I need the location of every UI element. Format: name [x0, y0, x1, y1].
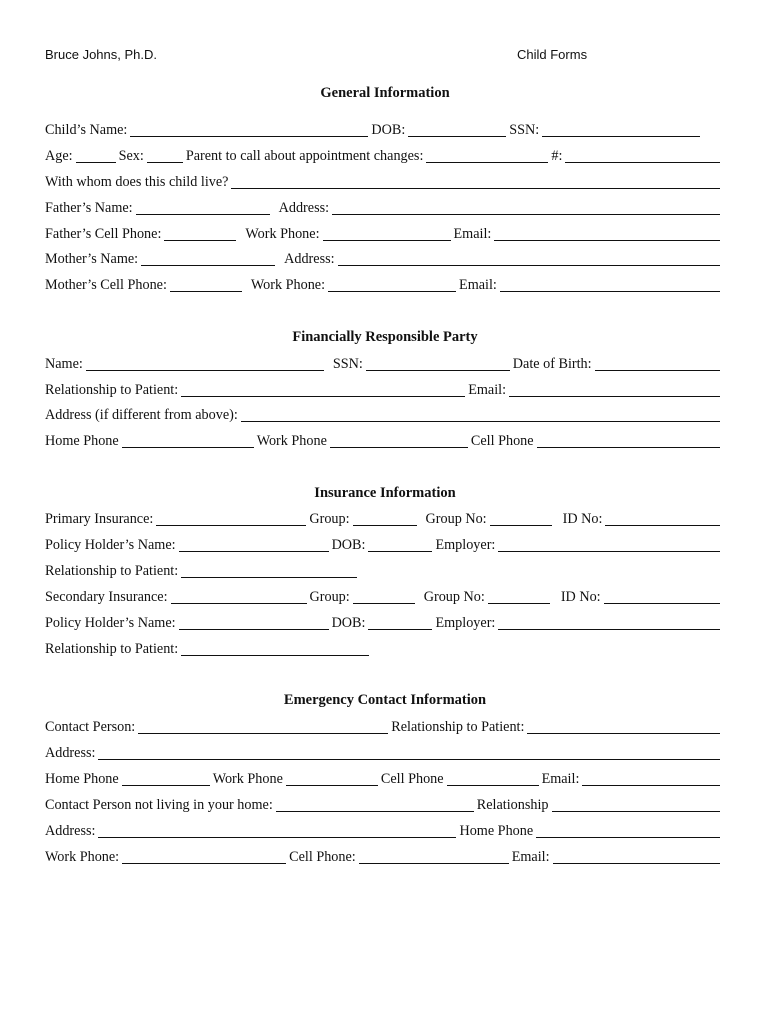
field-mother-name[interactable] — [141, 250, 275, 266]
label-primary-group: Group: — [309, 511, 350, 527]
label-emergency-address: Address: — [45, 745, 96, 761]
label-emergency-home-phone: Home Phone — [45, 771, 119, 787]
field-secondary-insurance[interactable] — [171, 588, 307, 604]
section-title-emergency: Emergency Contact Information — [283, 692, 487, 708]
label-address2: Address: — [45, 823, 96, 839]
label-secondary-group: Group: — [309, 589, 350, 605]
label-primary-dob: DOB: — [331, 537, 366, 553]
label-father-email: Email: — [453, 226, 492, 242]
field-emergency-home-phone[interactable] — [122, 770, 210, 786]
row-father-name — [45, 199, 723, 217]
field-secondary-relationship[interactable] — [181, 640, 369, 656]
field-ssn[interactable] — [542, 121, 700, 137]
row-mother-phones — [45, 276, 723, 294]
row-financial-relationship — [45, 381, 723, 399]
field-secondary-group[interactable] — [353, 588, 415, 604]
row-financial-address — [45, 406, 723, 424]
row-address2 — [45, 822, 723, 840]
field-secondary-dob[interactable] — [368, 614, 432, 630]
field-relationship-patient[interactable] — [527, 718, 720, 734]
field-fin-dob[interactable] — [595, 355, 720, 371]
field-primary-dob[interactable] — [368, 536, 432, 552]
label-emergency-work-phone: Work Phone — [212, 771, 283, 787]
field-fin-relationship[interactable] — [181, 381, 465, 397]
label-mother-work: Work Phone: — [250, 277, 326, 293]
label-sex: Sex: — [118, 148, 144, 164]
label-primary-holder: Policy Holder’s Name: — [45, 537, 176, 553]
row-primary-insurance — [45, 510, 723, 528]
row-secondary-insurance — [45, 588, 723, 606]
label-mother-cell: Mother’s Cell Phone: — [45, 277, 167, 293]
field-fin-home-phone[interactable] — [122, 432, 254, 448]
label-primary-id-no: ID No: — [562, 511, 603, 527]
label-child-name: Child’s Name: — [45, 122, 128, 138]
label-emergency-email: Email: — [541, 771, 580, 787]
label-mother-email: Email: — [459, 277, 497, 293]
field-emergency-email[interactable] — [582, 770, 720, 786]
row-child-name — [45, 121, 723, 139]
label-secondary-group-no: Group No: — [423, 589, 485, 605]
row-father-phones — [45, 225, 723, 243]
field-work-phone2[interactable] — [122, 848, 286, 864]
label-emergency-cell-phone: Cell Phone — [380, 771, 444, 787]
label-fin-cell-phone: Cell Phone — [470, 433, 534, 449]
field-father-cell[interactable] — [164, 225, 236, 241]
field-age[interactable] — [76, 147, 116, 163]
label-secondary-employer: Employer: — [435, 615, 496, 631]
label-fin-name: Name: — [45, 356, 83, 372]
field-fin-work-phone[interactable] — [330, 432, 468, 448]
label-secondary-insurance: Secondary Insurance: — [45, 589, 168, 605]
row-emergency-phones — [45, 770, 723, 788]
row-secondary-holder — [45, 614, 723, 632]
label-primary-relationship: Relationship to Patient: — [45, 563, 179, 579]
field-sex[interactable] — [147, 147, 183, 163]
field-fin-address[interactable] — [241, 406, 720, 422]
field-primary-relationship[interactable] — [181, 562, 357, 578]
label-primary-employer: Employer: — [435, 537, 496, 553]
label-secondary-relationship: Relationship to Patient: — [45, 641, 179, 657]
label-mother-name: Mother’s Name: — [45, 251, 139, 267]
field-secondary-group-no[interactable] — [488, 588, 550, 604]
field-home-phone2[interactable] — [536, 822, 720, 838]
row-contact-person — [45, 718, 723, 736]
label-age: Age: — [45, 148, 73, 164]
field-address2[interactable] — [98, 822, 456, 838]
row-emergency-address — [45, 744, 723, 762]
row-primary-holder — [45, 536, 723, 554]
field-emergency-work-phone[interactable] — [286, 770, 378, 786]
field-fin-ssn[interactable] — [366, 355, 510, 371]
label-fin-home-phone: Home Phone — [45, 433, 119, 449]
field-father-address[interactable] — [332, 199, 720, 215]
label-parent-call: Parent to call about appointment changes: — [185, 148, 424, 164]
label-home-phone2: Home Phone — [459, 823, 534, 839]
label-secondary-dob: DOB: — [331, 615, 366, 631]
field-primary-employer[interactable] — [498, 536, 720, 552]
row-whom-live — [45, 173, 723, 191]
field-primary-group-no[interactable] — [490, 510, 552, 526]
label-secondary-holder: Policy Holder’s Name: — [45, 615, 176, 631]
row-phones2 — [45, 848, 723, 866]
label-relationship: Relationship — [476, 797, 549, 813]
label-primary-insurance: Primary Insurance: — [45, 511, 154, 527]
row-mother-name — [45, 250, 723, 268]
label-not-living: Contact Person not living in your home: — [45, 797, 273, 813]
field-father-email[interactable] — [494, 225, 720, 241]
field-mother-work[interactable] — [328, 276, 456, 292]
label-whom-live: With whom does this child live? — [45, 174, 229, 190]
section-title-general: General Information — [320, 85, 450, 101]
label-father-cell: Father’s Cell Phone: — [45, 226, 162, 242]
field-fin-email[interactable] — [509, 381, 720, 397]
label-number: #: — [551, 148, 563, 164]
field-secondary-employer[interactable] — [498, 614, 720, 630]
label-fin-work-phone: Work Phone — [256, 433, 327, 449]
field-dob[interactable] — [408, 121, 506, 137]
row-secondary-relationship — [45, 640, 723, 658]
field-mother-email[interactable] — [500, 276, 720, 292]
field-primary-group[interactable] — [353, 510, 417, 526]
label-contact-person: Contact Person: — [45, 719, 136, 735]
label-fin-relationship: Relationship to Patient: — [45, 382, 179, 398]
field-primary-id-no[interactable] — [605, 510, 720, 526]
field-primary-insurance[interactable] — [156, 510, 306, 526]
row-financial-phones — [45, 432, 723, 450]
label-fin-dob: Date of Birth: — [512, 356, 592, 372]
field-primary-holder[interactable] — [179, 536, 329, 552]
field-mother-cell[interactable] — [170, 276, 242, 292]
field-number[interactable] — [565, 147, 720, 163]
label-secondary-id-no: ID No: — [560, 589, 601, 605]
label-fin-email: Email: — [468, 382, 507, 398]
field-relationship[interactable] — [552, 796, 720, 812]
field-child-name[interactable] — [130, 121, 368, 137]
field-not-living[interactable] — [276, 796, 474, 812]
label-fin-address: Address (if different from above): — [45, 407, 238, 423]
field-father-work[interactable] — [323, 225, 451, 241]
field-mother-address[interactable] — [338, 250, 720, 266]
field-father-name[interactable] — [136, 199, 270, 215]
row-age-sex — [45, 147, 723, 165]
field-email2[interactable] — [553, 848, 720, 864]
row-not-living — [45, 796, 723, 814]
section-title-financial: Financially Responsible Party — [292, 329, 478, 345]
field-whom-live[interactable] — [231, 173, 720, 189]
label-dob: DOB: — [371, 122, 406, 138]
field-secondary-holder[interactable] — [179, 614, 329, 630]
label-father-work: Work Phone: — [245, 226, 320, 242]
label-cell-phone2: Cell Phone: — [289, 849, 356, 865]
section-title-insurance: Insurance Information — [314, 485, 456, 501]
field-emergency-address[interactable] — [98, 744, 720, 760]
label-mother-address: Address: — [284, 251, 335, 267]
field-emergency-cell-phone[interactable] — [447, 770, 539, 786]
field-secondary-id-no[interactable] — [604, 588, 720, 604]
header-form-title: Child Forms — [517, 47, 588, 62]
header-author: Bruce Johns, Ph.D. — [45, 47, 157, 62]
label-ssn: SSN: — [509, 122, 540, 138]
label-father-name: Father’s Name: — [45, 200, 133, 216]
label-email2: Email: — [511, 849, 550, 865]
label-fin-ssn: SSN: — [332, 356, 363, 372]
label-primary-group-no: Group No: — [425, 511, 487, 527]
label-relationship-patient: Relationship to Patient: — [391, 719, 525, 735]
field-fin-name[interactable] — [86, 355, 324, 371]
field-cell-phone2[interactable] — [359, 848, 509, 864]
row-financial-name — [45, 355, 723, 373]
row-primary-relationship — [45, 562, 723, 580]
field-contact-person[interactable] — [138, 718, 388, 734]
label-work-phone2: Work Phone: — [45, 849, 120, 865]
field-fin-cell-phone[interactable] — [537, 432, 720, 448]
field-parent-call[interactable] — [426, 147, 548, 163]
label-father-address: Address: — [278, 200, 330, 216]
